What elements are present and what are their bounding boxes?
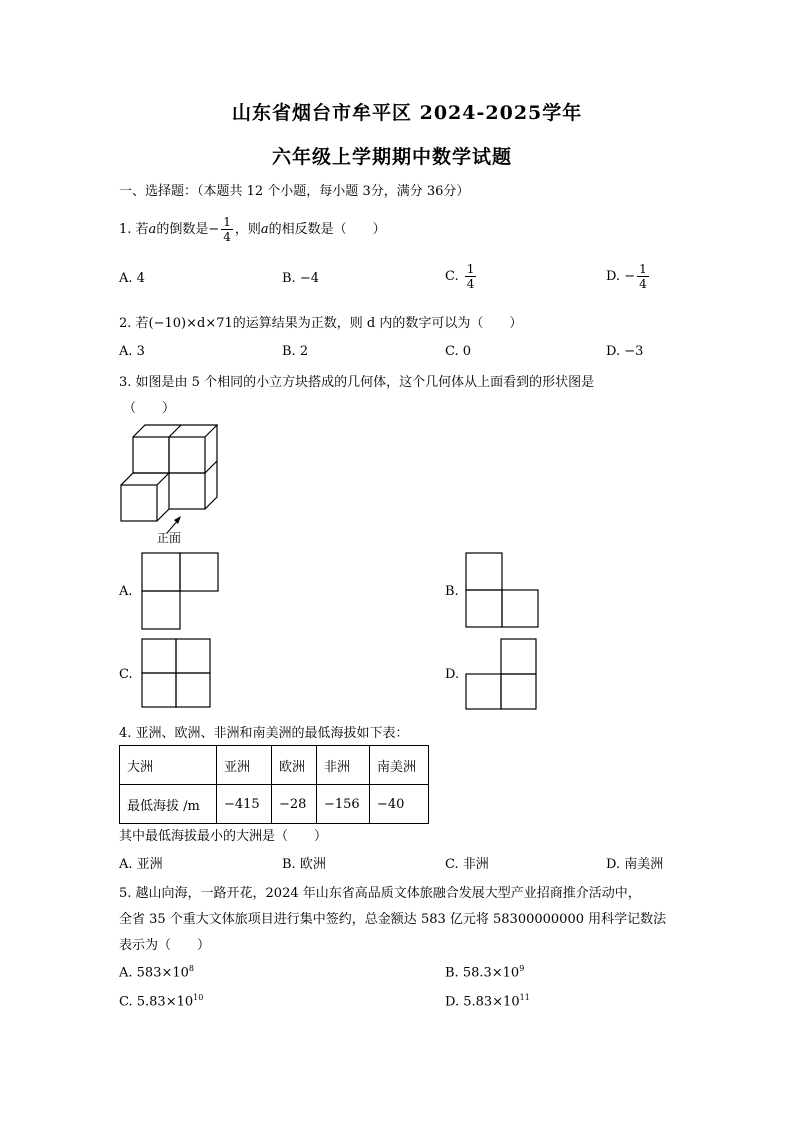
table-cell: 欧洲	[272, 746, 317, 785]
q1-option-c-label: C.	[445, 269, 459, 284]
q1-option-c-num: 1	[466, 262, 475, 276]
q2-option-c[interactable]: C. 0	[445, 344, 472, 359]
q4-option-d[interactable]: D. 南美洲	[606, 857, 664, 872]
q5-option-c[interactable]	[119, 993, 203, 1009]
q5-option-c-exp: 10	[193, 993, 204, 1002]
table-cell: −415	[217, 785, 272, 824]
q5-option-a-base: A. 583×10	[119, 965, 189, 981]
q1-option-d-fraction	[637, 262, 649, 291]
question-5-line2: 全省 35 个重大文体旅项目进行集中签约，总金额达 583 亿元将 58300000000 用科学记数法	[119, 912, 667, 927]
q3-option-d-label[interactable]: D.	[445, 667, 460, 682]
q1-fraction	[221, 215, 233, 244]
q5-option-b-exp: 9	[519, 964, 525, 973]
section-heading: 一、选择题：（本题共 12 个小题，每小题 3分，满分 36分）	[119, 184, 470, 199]
q5-option-a-exp: 8	[188, 964, 194, 973]
front-label: 正面	[157, 531, 182, 545]
table-cell: −28	[272, 785, 317, 824]
q3-option-b-label[interactable]: B.	[445, 584, 459, 599]
q4-option-c[interactable]: C. 非洲	[445, 857, 489, 872]
q4-option-a[interactable]: A. 亚洲	[119, 857, 163, 872]
q5-option-d-exp: 11	[519, 993, 530, 1002]
table-header-row	[120, 746, 429, 785]
q5-option-b-base: B. 58.3×10	[445, 965, 520, 981]
page-title-line2: 六年级上学期期中数学试题	[272, 146, 513, 168]
q3-option-d-figure	[465, 638, 537, 710]
table-cell: 非洲	[317, 746, 370, 785]
q1-prefix: 1. 若	[119, 222, 149, 237]
q2-option-b[interactable]: B. 2	[282, 344, 309, 359]
q5-option-d[interactable]	[445, 993, 530, 1009]
q1-option-d-num: 1	[639, 262, 647, 276]
q1-option-d-den: 4	[639, 277, 647, 291]
q1-mid: 的倒数是	[156, 222, 209, 237]
question-5-line3: 表示为（ ）	[119, 938, 211, 953]
q2-option-d[interactable]: D. −3	[606, 344, 644, 359]
cube-figure	[119, 423, 229, 527]
question-2: 2. 若(−10)×d×71的运算结果为正数，则 d 内的数字可以为（ ）	[119, 316, 523, 331]
q1-option-c[interactable]	[445, 262, 478, 291]
q3-option-c-label[interactable]: C.	[119, 667, 133, 682]
q3-option-b-figure	[465, 552, 539, 628]
table-cell: −40	[370, 785, 429, 824]
table-cell: 亚洲	[217, 746, 272, 785]
table-cell: 大洲	[120, 746, 217, 785]
q1-fraction-den: 4	[223, 230, 231, 244]
q5-option-c-base: C. 5.83×10	[119, 994, 194, 1010]
q1-option-d-label: D. −	[606, 269, 636, 284]
q3-option-a-label[interactable]: A.	[119, 584, 133, 599]
table-cell: 南美洲	[370, 746, 429, 785]
q1-option-b[interactable]: B. −4	[282, 271, 319, 286]
table-cell: 最低海拔 /m	[120, 785, 217, 824]
question-4: 4. 亚洲、欧洲、非洲和南美洲的最低海拔如下表：	[119, 726, 409, 741]
question-3-line1: 3. 如图是由 5 个相同的小立方块搭成的几何体，这个几何体从上面看到的形状图是	[119, 375, 595, 390]
question-4-prompt: 其中最低海拔最小的大洲是（ ）	[119, 829, 328, 844]
q5-option-b[interactable]	[445, 964, 524, 980]
q5-option-d-base: D. 5.83×10	[445, 994, 520, 1010]
table-cell: −156	[317, 785, 370, 824]
q1-end: 的相反数是（ ）	[268, 222, 386, 237]
altitude-table	[119, 745, 429, 824]
question-3-line2: （ ）	[123, 401, 176, 416]
question-1	[119, 215, 386, 244]
q1-option-c-den: 4	[466, 277, 475, 291]
page-title-line1: 山东省烟台市牟平区 2024-2025学年	[232, 102, 583, 124]
table-row	[120, 785, 429, 824]
q3-option-c-figure	[141, 638, 211, 708]
q3-option-a-figure	[141, 552, 219, 630]
q2-option-a[interactable]: A. 3	[119, 344, 145, 359]
q1-variable-2: a	[260, 222, 269, 237]
q1-variable: a	[148, 222, 157, 237]
q5-option-a[interactable]	[119, 964, 194, 980]
question-5-line1: 5. 越山向海，一路开花，2024 年山东省高品质文体旅融合发展大型产业招商推介活动中，	[119, 886, 641, 901]
q4-option-b[interactable]: B. 欧洲	[282, 857, 326, 872]
q1-post: ，则	[234, 222, 261, 237]
q1-fraction-num: 1	[223, 215, 231, 229]
q1-option-d[interactable]	[606, 262, 651, 291]
q1-minus: −	[208, 222, 220, 237]
q1-option-a[interactable]: A. 4	[119, 271, 145, 286]
q1-option-c-fraction	[465, 262, 477, 291]
